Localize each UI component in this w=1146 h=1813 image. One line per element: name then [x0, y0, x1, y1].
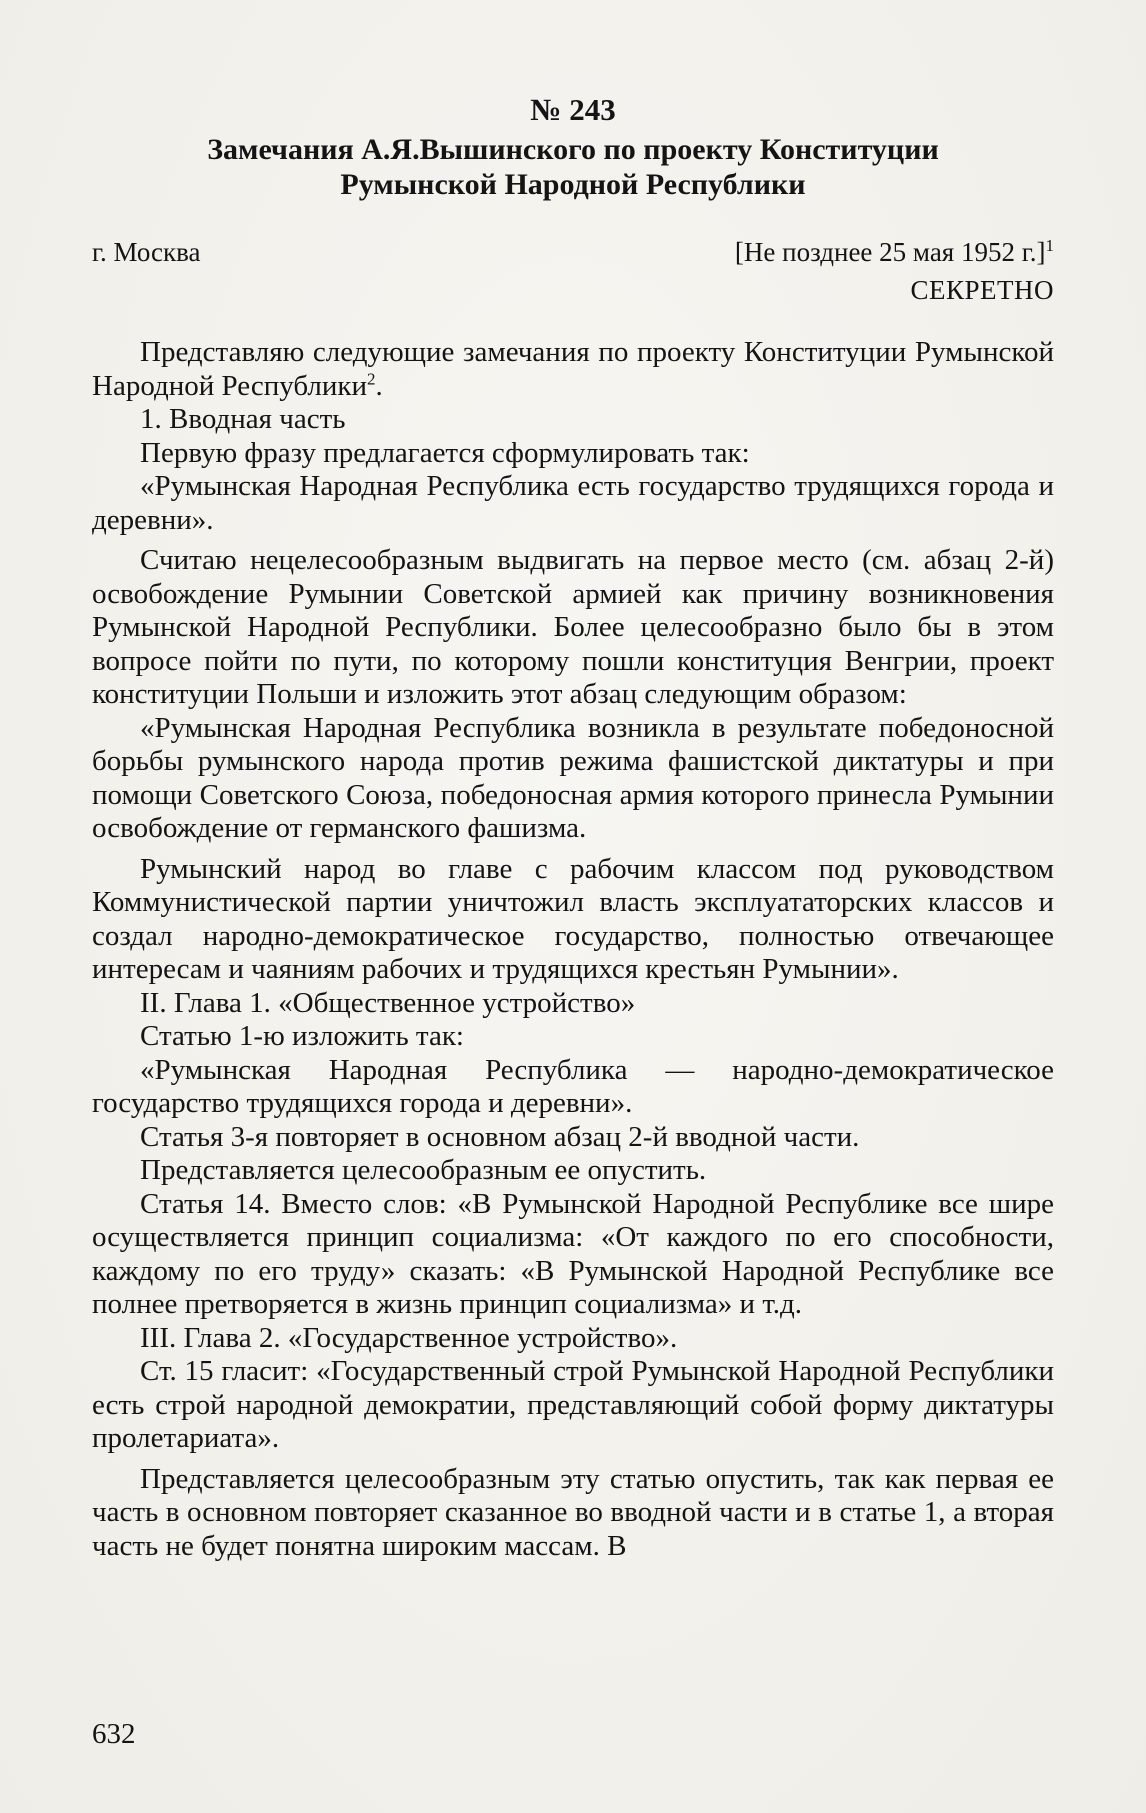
section-2-paragraph-4: Статья 14. Вместо слов: «В Румынской Народной Республике все шире осуществляется принцип социализма: «От каждого по его способности, каждому по его труду» сказать: «В Румынской Народной Республике все полнее претворяется в жизнь принцип социализма» и т.д.: [92, 1187, 1054, 1320]
section-3-heading: III. Глава 2. «Государственное устройство».: [140, 1321, 678, 1354]
intro-paragraph: [92, 336, 1054, 403]
date-text: [Не позднее 25 мая 1952 г.]: [734, 237, 1046, 267]
section-1-quote-3: Румынский народ во главе с рабочим классом под руководством Коммунистической партии уничтожил власть эксплуататорских классов и создал народно-демократическое государство, полностью отвечающее интересам и чаяниям рабочих и трудящихся крестьян Румынии».: [92, 852, 1054, 985]
page-number: 632: [92, 1718, 136, 1750]
section-3-paragraph-2: Представляется целесообразным эту статью опустить, так как первая ее часть в основном повторяет сказанное во вводной части и в статье 1, а вторая часть не будет понятна широким массам. В: [92, 1462, 1054, 1562]
section-2-paragraph-1: Статью 1-ю изложить так:: [140, 1020, 464, 1052]
place: г. Москва: [92, 237, 201, 267]
title-line-1: Замечания А.Я.Вышинского по проекту Конституции: [207, 133, 939, 166]
intro-text: Представляю следующие замечания по проекту Конституции Румынской Народной Республики: [92, 336, 1054, 402]
intro-end: .: [375, 369, 383, 402]
section-1-paragraph-1: Первую фразу предлагается сформулировать так:: [140, 436, 750, 469]
title-line-2: Румынской Народной Республики: [340, 168, 806, 201]
intro-footnote-marker: 2: [367, 368, 376, 388]
document-number: № 243: [530, 92, 616, 127]
section-1-quote-1: «Румынская Народная Республика есть государство трудящихся города и деревни».: [92, 470, 1054, 536]
section-2-quote-1: «Румынская Народная Республика — народно-демократическое государство трудящихся города и деревни».: [92, 1053, 1054, 1119]
document-title: [0, 132, 1146, 202]
date-footnote-marker: 1: [1045, 236, 1054, 255]
section-1-paragraph-2: Считаю нецелесообразным выдвигать на первое место (см. абзац 2-й) освобождение Румынии Советской армией как причину возникновения Румынской Народной Республики. Более целесообразно было бы в этом вопросе пойти по пути, по которому пошли конституция Венгрии, проект конституции Польши и изложить этот абзац следующим образом:: [92, 544, 1054, 710]
section-2-paragraph-3: Представляется целесообразным ее опустить.: [140, 1154, 707, 1186]
section-2-heading: II. Глава 1. «Общественное устройство»: [140, 986, 636, 1019]
classification-stamp: СЕКРЕТНО: [910, 275, 1054, 305]
section-3-paragraph-1: Ст. 15 гласит: «Государственный строй Румынской Народной Республики есть строй народной демократии, представляющий собой форму диктатуры пролетариата».: [92, 1355, 1054, 1454]
document-body: [92, 336, 1054, 1563]
date: [735, 237, 1054, 268]
section-1-quote-2: «Румынская Народная Республика возникла в результате победоносной борьбы румынского народа против режима фашистской диктатуры и при помощи Советского Союза, победоносная армия которого принесла Румынии освобождение от германского фашизма.: [92, 711, 1054, 844]
section-2-paragraph-2: Статья 3-я повторяет в основном абзац 2-й вводной части.: [140, 1120, 860, 1153]
section-1-heading: 1. Вводная часть: [140, 403, 346, 435]
